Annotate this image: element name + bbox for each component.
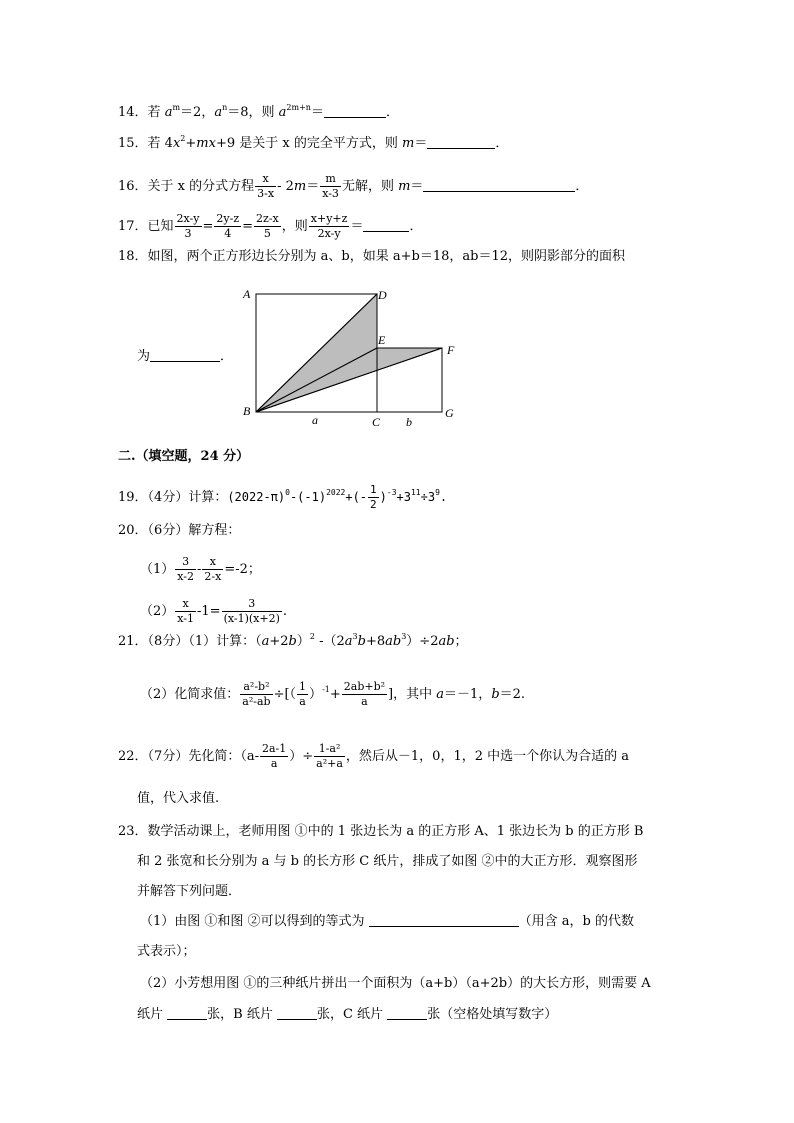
question-16: 16．关于 x 的分式方程 $\frac{x}{3-x}$ - 2m＝ $\frac{m}{x-3}$ 无解，则 m＝ ． (118, 172, 589, 200)
question-23-line2: 和 2 张宽和长分别为 a 与 b 的长方形 C 纸片，排成了如图 ②中的大正方形．观察图形 (137, 854, 638, 869)
question-20-part1: （1） $\frac{3}{x-2}$ - $\frac{x}{2-x}$ =-2； (140, 555, 261, 583)
question-18-answer: 为 ． (137, 349, 234, 364)
question-17: 17．已知 $\frac{2x-y}{3}$ = $\frac{2y-z}{4}$ = $\frac{2z-x}{5}$ ，则 $\frac{x+y+z}{2x-y}$ ＝ ． (118, 212, 423, 240)
answer-blank-23-B[interactable] (277, 1006, 317, 1020)
label-B: B (243, 404, 251, 418)
label-D: D (378, 288, 387, 302)
question-20: 20．（6分）解方程： (118, 523, 241, 538)
answer-blank-23-C[interactable] (387, 1006, 427, 1020)
label-G: G (445, 406, 454, 420)
question-18: 18．如图，两个正方形边长分别为 a、b，如果 a+b＝18，ab＝12，则阴影部分的面积 (118, 249, 626, 264)
section-2-heading: 二.（填空题，24 分） (118, 449, 250, 464)
question-15: 15．若 $4x^2+mx+9$ 是关于 x 的完全平方式，则 m＝ ． (118, 134, 509, 151)
answer-blank-14[interactable] (324, 104, 386, 118)
question-20-part2: （2） $\frac{x}{x-1}$ -1= $\frac{3}{(x-1)(x+2)}$ . (140, 597, 288, 625)
label-A: A (243, 287, 251, 301)
question-21: 21．（8分）（1）计算：$(a+2b)^2$ $-(2a^3b+8ab^3)\div 2ab$； (118, 632, 468, 649)
question-21-part2: （2）化简求值： $\frac{\text{a²-b²}}{\text{a²-ab}}$ ÷[（ $\frac{1}{a}$ ）$^{-1}$+ $\frac{\text{2ab+b²}}{a}$ ]，其中 a＝－1，b＝2. (140, 680, 526, 708)
answer-blank-23-1[interactable] (369, 913, 519, 927)
answer-blank-18[interactable] (150, 348, 220, 362)
question-23-line5: 式表示）； (137, 944, 196, 959)
question-23-part2: （2）小芳想用图 ①的三种纸片拼出一个面积为（a+b）（a+2b）的大长方形，则需要 A (140, 976, 651, 991)
question-14: 14．若 $a^m=2$，$a^n=8$，则 $a^{2m+n}=$ ． (118, 103, 399, 120)
label-F: F (447, 343, 455, 357)
label-C: C (372, 415, 381, 429)
squares-figure (240, 282, 460, 432)
question-23-line7: 纸片 张，B 纸片 张，C 纸片 张（空格处填写数字） (137, 1007, 558, 1022)
question-23-line1: 23．数学活动课上，老师用图 ①中的 1 张边长为 a 的正方形 A、1 张边长为 b 的正方形 B (118, 824, 644, 839)
label-b: b (406, 415, 412, 429)
answer-blank-15[interactable] (427, 135, 495, 149)
label-a: a (312, 413, 318, 427)
question-23-part1: （1）由图 ①和图 ②可以得到的等式为 （用含 a，b 的代数 (140, 914, 635, 929)
question-22-line2: 值，代入求值. (137, 791, 220, 806)
question-23-line3: 并解答下列问题． (137, 884, 242, 899)
answer-blank-17[interactable] (363, 218, 409, 232)
question-19: 19．（4分）计算：$(2022-\pi)^0-(-1)^{2022}+(-$ $\frac{1}{2}$ )$^{-3}+3^{11}\div 3^9$. (118, 483, 448, 511)
label-E: E (378, 333, 386, 347)
question-22: 22．（7分）先化简：（a- $\frac{2a-1}{a}$ ）÷ $\frac{\text{1-a²}}{\text{a²+a}}$ ，然后从－1，0，1，2 中选一个你认为合适的 a (118, 742, 630, 770)
answer-blank-16[interactable] (423, 178, 575, 192)
answer-blank-23-A[interactable] (167, 1006, 207, 1020)
